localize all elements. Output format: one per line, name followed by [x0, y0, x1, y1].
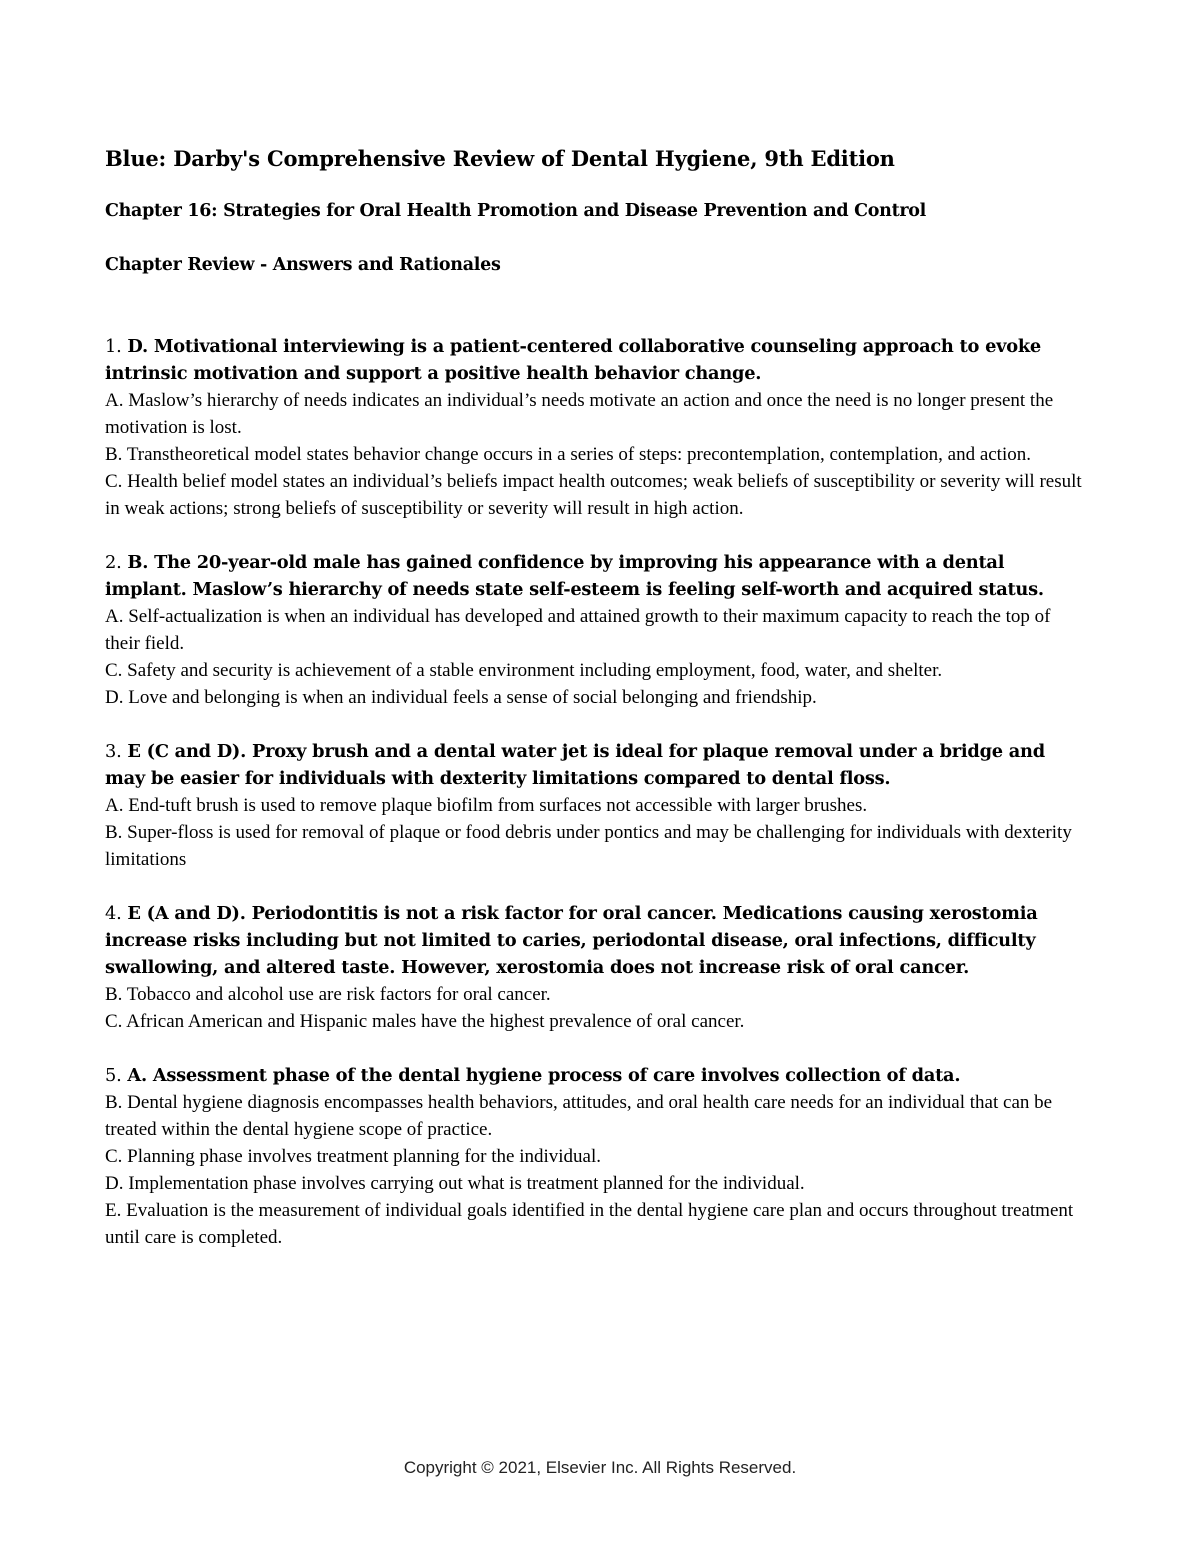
document-content: [105, 145, 1085, 1278]
chapter-title: Chapter 16: Strategies for Oral Health Promotion and Disease Prevention and Control: [105, 201, 927, 221]
rationale: D. Love and belonging is when an individual feels a sense of social belonging and friendship.: [105, 687, 817, 708]
answer-statement: [105, 549, 1085, 603]
question-number: 5.: [105, 1065, 122, 1086]
question-number: 1.: [105, 336, 122, 357]
question-item: [105, 738, 1085, 873]
answer-text: D. Motivational interviewing is a patient-centered collaborative counseling approach to evoke intrinsic motivation and support a positive health behavior change.: [105, 336, 1041, 384]
rationale: C. African American and Hispanic males have the highest prevalence of oral cancer.: [105, 1011, 745, 1032]
answer-text: E (A and D). Periodontitis is not a risk factor for oral cancer. Medications causing xerostomia increase risks including but not limited to caries, periodontal disease, oral infections, difficulty swallowing, and altered taste. However, xerostomia does not increase risk of oral cancer.: [105, 903, 1038, 978]
rationale: A. Self-actualization is when an individual has developed and attained growth to their maximum capacity to reach the top of their field.: [105, 606, 1051, 654]
rationale: B. Transtheoretical model states behavior change occurs in a series of steps: precontemplation, contemplation, and action.: [105, 444, 1031, 465]
rationale: C. Planning phase involves treatment planning for the individual.: [105, 1146, 602, 1167]
rationale: C. Safety and security is achievement of a stable environment including employment, food, water, and shelter.: [105, 660, 943, 681]
question-item: [105, 333, 1085, 522]
rationale: B. Dental hygiene diagnosis encompasses health behaviors, attitudes, and oral health care needs for an individual that can be treated within the dental hygiene scope of practice.: [105, 1092, 1053, 1140]
rationale: B. Tobacco and alcohol use are risk factors for oral cancer.: [105, 984, 551, 1005]
rationale: A. Maslow’s hierarchy of needs indicates an individual’s needs motivate an action and once the need is no longer present the motivation is lost.: [105, 390, 1054, 438]
rationale: C. Health belief model states an individual’s beliefs impact health outcomes; weak beliefs of susceptibility or severity will result in weak actions; strong beliefs of susceptibility or severity will result in high action.: [105, 471, 1082, 519]
answer-statement: [105, 900, 1085, 981]
question-number: 4.: [105, 903, 122, 924]
answer-text: A. Assessment phase of the dental hygiene process of care involves collection of data.: [127, 1065, 961, 1086]
question-number: 3.: [105, 741, 122, 762]
question-item: [105, 900, 1085, 1035]
book-title: Blue: Darby's Comprehensive Review of Dental Hygiene, 9th Edition: [105, 146, 895, 171]
question-item: [105, 549, 1085, 711]
question-number: 2.: [105, 552, 122, 573]
answer-text: B. The 20-year-old male has gained confidence by improving his appearance with a dental implant. Maslow’s hierarchy of needs state self-esteem is feeling self-worth and acquired status.: [105, 552, 1044, 600]
rationale: E. Evaluation is the measurement of individual goals identified in the dental hygiene care plan and occurs throughout treatment until care is completed.: [105, 1200, 1074, 1248]
answer-text: E (C and D). Proxy brush and a dental water jet is ideal for plaque removal under a bridge and may be easier for individuals with dexterity limitations compared to dental floss.: [105, 741, 1045, 789]
rationale: B. Super-floss is used for removal of plaque or food debris under pontics and may be challenging for individuals with dexterity limitations: [105, 822, 1072, 870]
answer-statement: [105, 333, 1085, 387]
answer-statement: [105, 738, 1085, 792]
question-item: [105, 1062, 1085, 1251]
answer-statement: [105, 1062, 1085, 1089]
copyright-footer: Copyright © 2021, Elsevier Inc. All Rights Reserved.: [403, 1458, 797, 1477]
rationale: D. Implementation phase involves carrying out what is treatment planned for the individual.: [105, 1173, 805, 1194]
rationale: A. End-tuft brush is used to remove plaque biofilm from surfaces not accessible with larger brushes.: [105, 795, 868, 816]
review-title: Chapter Review - Answers and Rationales: [105, 255, 501, 275]
